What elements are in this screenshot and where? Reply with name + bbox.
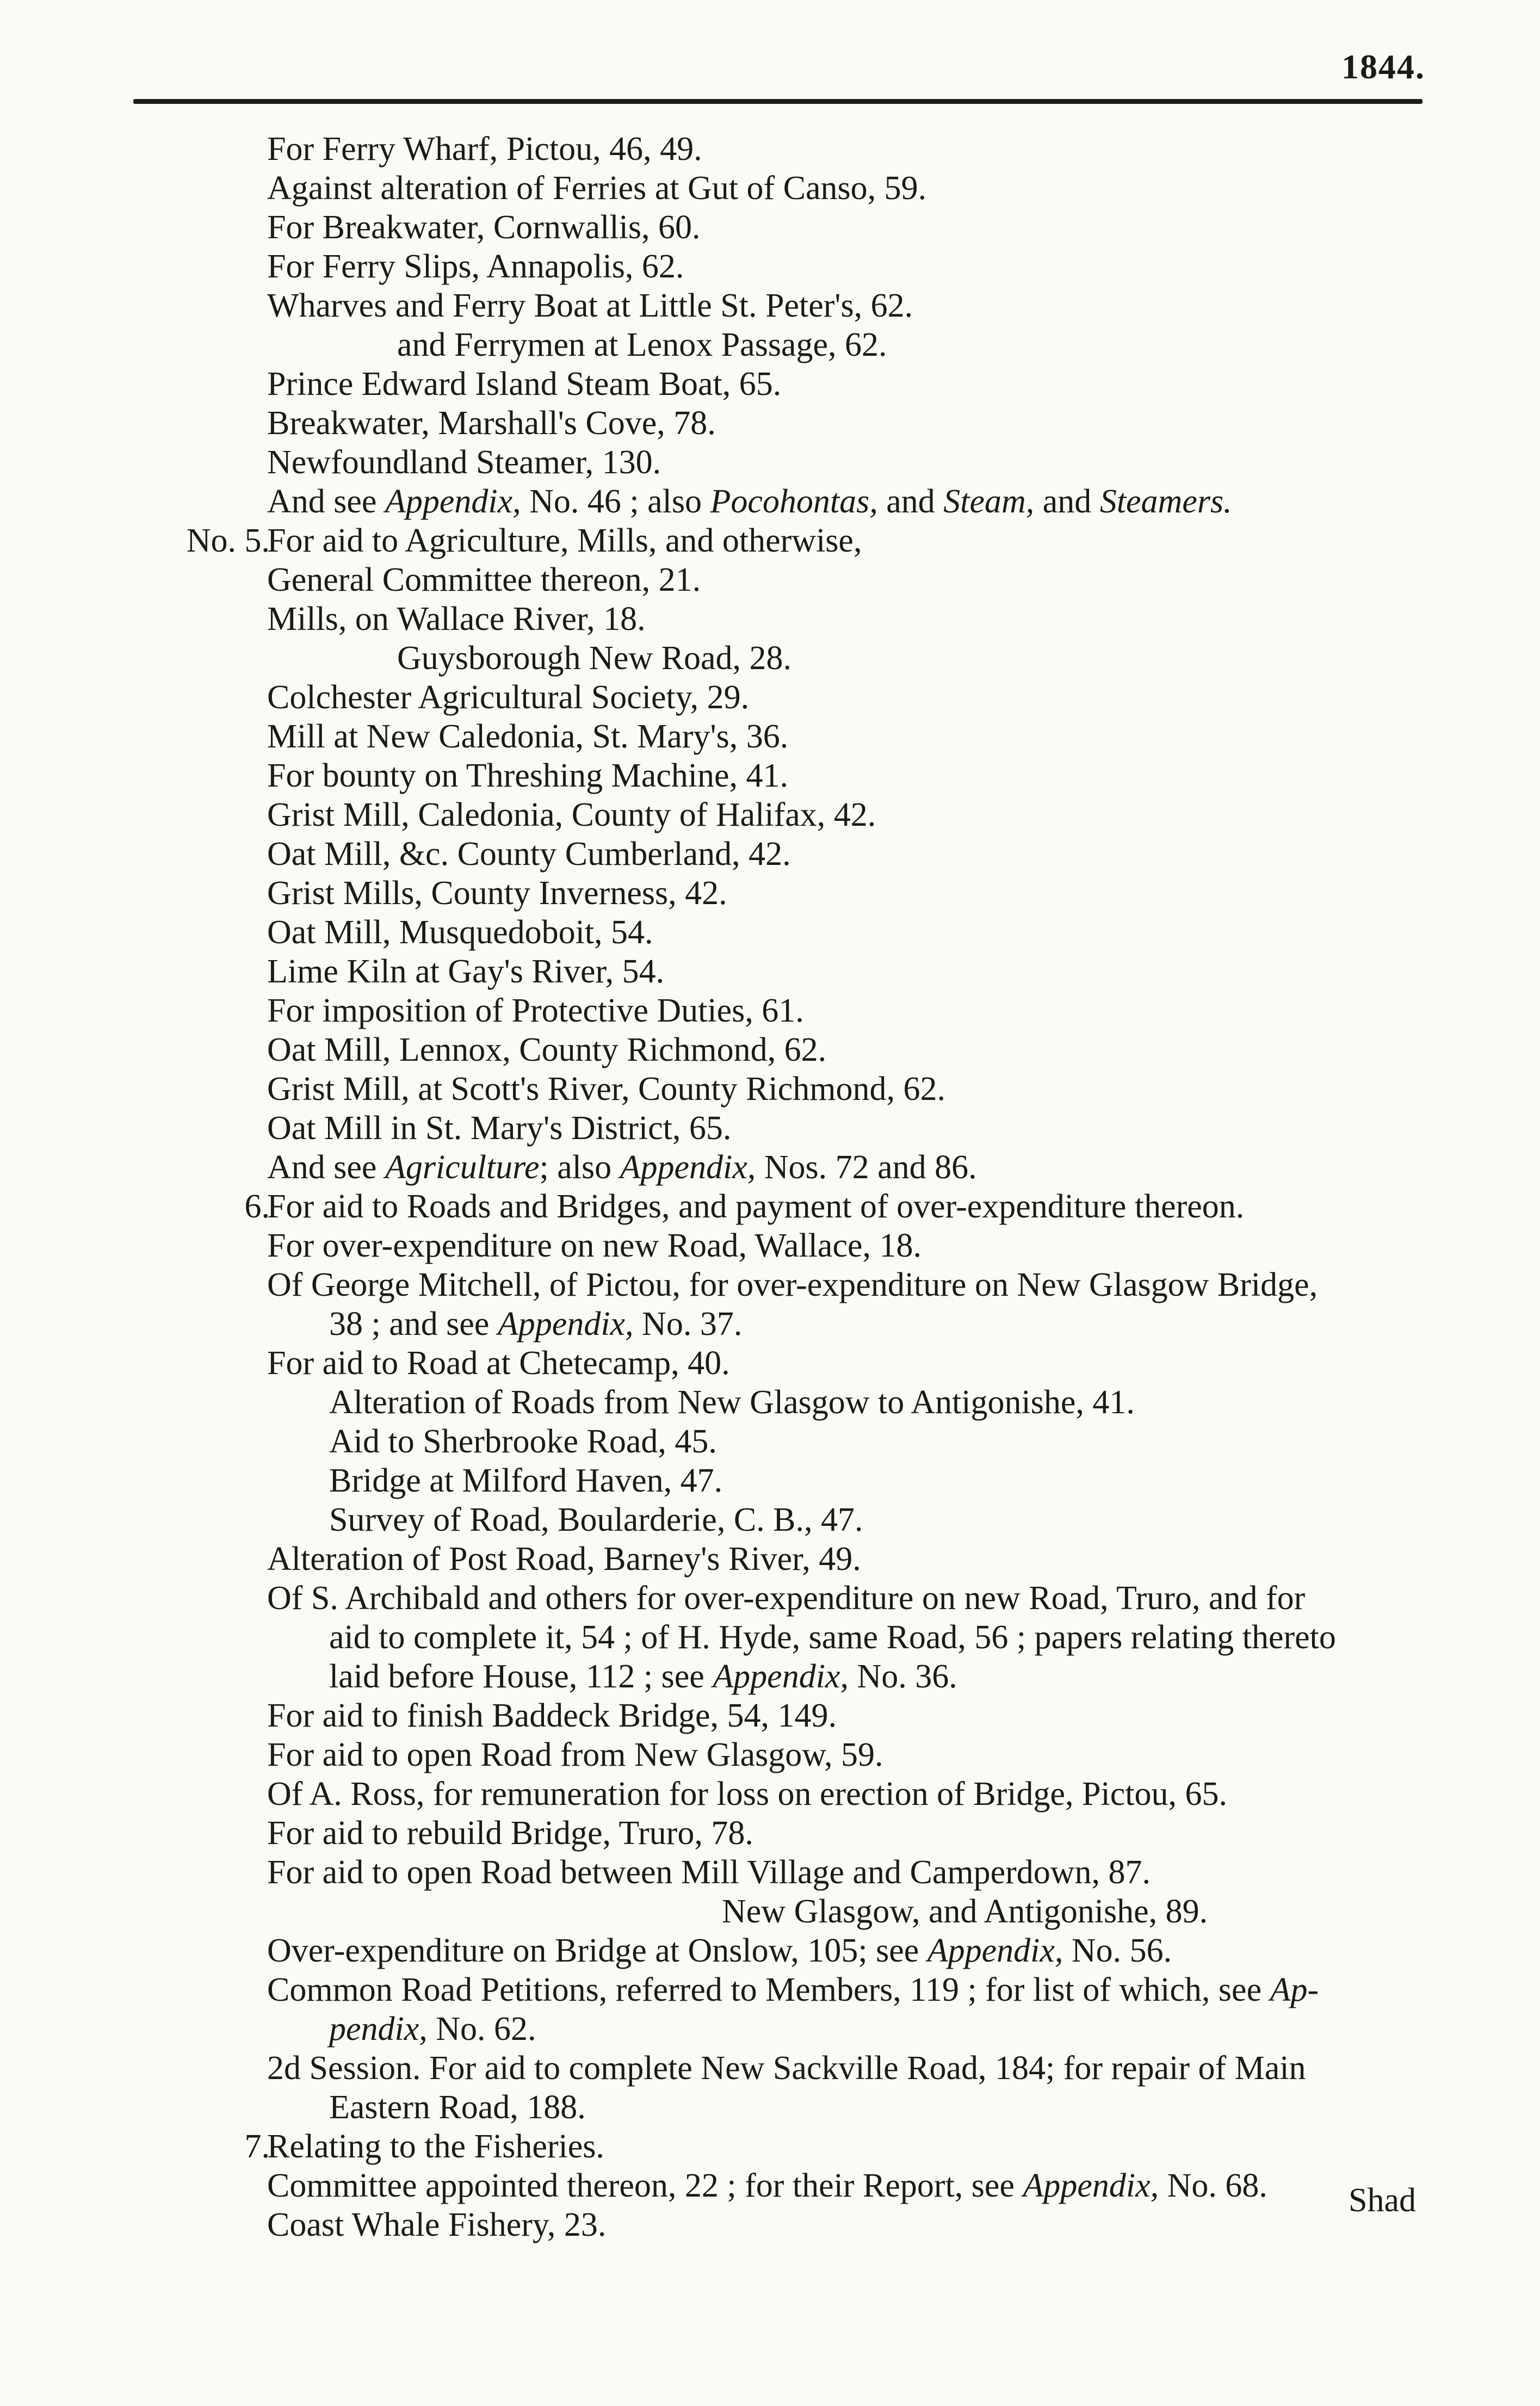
- text-run: Breakwater, Marshall's Cove, 78.: [267, 405, 716, 442]
- line-text: [267, 129, 702, 169]
- text-run: Oat Mill, &c. County Cumberland, 42.: [267, 836, 791, 873]
- italic-reference: Appendix,: [497, 1306, 634, 1343]
- text-run: Prince Edward Island Steam Boat, 65.: [267, 366, 782, 403]
- text-run: Grist Mill, at Scott's River, County Richmond, 62.: [267, 1071, 945, 1108]
- line-text: [397, 325, 887, 364]
- index-line: [0, 952, 1540, 991]
- text-run: Aid to Sherbrooke Road, 45.: [329, 1423, 717, 1460]
- text-run: Wharves and Ferry Boat at Little St. Peter's, 62.: [267, 287, 913, 324]
- index-line: [0, 1344, 1540, 1383]
- line-text: [267, 599, 646, 639]
- line-text: [267, 1579, 1305, 1618]
- text-run: No. 46 ; also: [521, 483, 710, 520]
- text-run: Bridge at Milford Haven, 47.: [329, 1462, 723, 1499]
- index-line: [0, 1657, 1540, 1696]
- text-run: For aid to Road at Chetecamp, 40.: [267, 1345, 730, 1382]
- index-line: [0, 1383, 1540, 1422]
- text-run: Of A. Ross, for remuneration for loss on erection of Bridge, Pictou, 65.: [267, 1776, 1227, 1813]
- text-run: For imposition of Protective Duties, 61.: [267, 992, 804, 1029]
- line-text: [722, 1892, 1208, 1931]
- text-run: and: [1034, 483, 1100, 520]
- line-text: [267, 404, 716, 443]
- line-text: [267, 1853, 1151, 1892]
- line-text: [267, 482, 1232, 521]
- index-line: [0, 560, 1540, 599]
- line-text: [267, 286, 913, 325]
- index-line: [0, 1696, 1540, 1735]
- line-text: [267, 834, 791, 874]
- text-run: For aid to Roads and Bridges, and payment of over-expenditure thereon.: [267, 1188, 1245, 1225]
- text-run: Mill at New Caledonia, St. Mary's, 36.: [267, 718, 789, 755]
- line-text: [267, 1148, 977, 1187]
- line-text: [267, 1187, 1244, 1226]
- index-line: [0, 834, 1540, 874]
- line-text: [267, 1265, 1318, 1304]
- line-text: [397, 639, 791, 678]
- index-line: [0, 2166, 1540, 2205]
- text-run: Grist Mills, County Inverness, 42.: [267, 875, 727, 912]
- line-text: [267, 2049, 1306, 2088]
- text-run: General Committee thereon, 21.: [267, 561, 701, 598]
- line-text: [267, 169, 926, 208]
- text-run: and: [877, 483, 944, 520]
- page-year: 1844.: [1341, 47, 1425, 86]
- line-text: [267, 991, 804, 1030]
- index-line: [0, 1774, 1540, 1814]
- line-text: [267, 1539, 861, 1579]
- index-line: [0, 1187, 1540, 1226]
- italic-reference: Ap-: [1270, 1971, 1319, 2008]
- text-run: Of George Mitchell, of Pictou, for over-expenditure on New Glasgow Bridge,: [267, 1266, 1318, 1303]
- line-text: [267, 717, 788, 756]
- entry-number: 7.: [244, 2128, 270, 2165]
- index-line: [0, 1814, 1540, 1853]
- text-run: 38 ; and see: [329, 1306, 498, 1343]
- index-line: [0, 286, 1540, 325]
- line-text: [267, 952, 664, 991]
- index-line: [0, 1422, 1540, 1461]
- text-run: For aid to Agriculture, Mills, and otherwise,: [267, 522, 862, 559]
- text-run: Oat Mill, Lennox, County Richmond, 62.: [267, 1031, 827, 1068]
- index-line: [0, 208, 1540, 247]
- index-line: [0, 756, 1540, 795]
- line-text: [267, 1344, 730, 1383]
- text-run: For Ferry Slips, Annapolis, 62.: [267, 248, 684, 285]
- line-text: [329, 1500, 863, 1539]
- line-text: [267, 1696, 837, 1735]
- index-line: [0, 913, 1540, 952]
- index-line: [0, 1618, 1540, 1657]
- index-line: [0, 1970, 1540, 2009]
- index-line: [0, 482, 1540, 521]
- text-run: And see: [267, 483, 385, 520]
- text-run: Alteration of Roads from New Glasgow to Antigonishe, 41.: [329, 1384, 1135, 1421]
- line-text: [329, 1657, 957, 1696]
- italic-reference: Appendix,: [385, 483, 521, 520]
- text-run: For Breakwater, Cornwallis, 60.: [267, 209, 701, 246]
- text-run: Grist Mill, Caledonia, County of Halifax, 42.: [267, 796, 876, 833]
- text-run: Of S. Archibald and others for over-expenditure on new Road, Truro, and for: [267, 1580, 1306, 1617]
- text-run: Committee appointed thereon, 22 ; for their Report, see: [267, 2167, 1023, 2204]
- line-text: [329, 1304, 742, 1344]
- text-run: Newfoundland Steamer, 130.: [267, 444, 661, 481]
- index-line: [0, 2205, 1540, 2244]
- entry-number: 6.: [244, 1188, 270, 1225]
- text-run: ; also: [539, 1149, 620, 1186]
- index-line: [0, 1539, 1540, 1579]
- index-line: [0, 795, 1540, 834]
- index-line: [0, 639, 1540, 678]
- text-run: Oat Mill in St. Mary's District, 65.: [267, 1110, 732, 1147]
- index-line: [0, 1853, 1540, 1892]
- index-line: [0, 2009, 1540, 2049]
- line-text: [329, 1461, 722, 1500]
- line-text: [267, 1735, 883, 1774]
- line-text: [267, 678, 749, 717]
- line-text: [267, 756, 788, 795]
- index-line: [0, 443, 1540, 482]
- text-run: Nos. 72 and 86.: [756, 1149, 977, 1186]
- line-text: [267, 1931, 1172, 1970]
- text-run: Over-expenditure on Bridge at Onslow, 105; see: [267, 1932, 927, 1969]
- index-line: [0, 247, 1540, 286]
- text-run: Common Road Petitions, referred to Members, 119 ; for list of which, see: [267, 1971, 1270, 2008]
- italic-reference: Appendix,: [713, 1658, 849, 1695]
- index-line: [0, 1735, 1540, 1774]
- index-line: [0, 991, 1540, 1030]
- index-line: [0, 2049, 1540, 2088]
- text-run: and Ferrymen at Lenox Passage, 62.: [397, 326, 887, 363]
- entry-number: No. 5.: [186, 522, 270, 559]
- text-run: For aid to open Road between Mill Village and Camperdown, 87.: [267, 1854, 1151, 1891]
- text-run: Coast Whale Fishery, 23.: [267, 2206, 607, 2243]
- italic-reference: Steam,: [943, 483, 1035, 520]
- index-line: [0, 1892, 1540, 1931]
- index-line: [0, 2127, 1540, 2166]
- text-run: 2d Session. For aid to complete New Sackville Road, 184; for repair of Main: [267, 2050, 1306, 2087]
- line-text: [267, 521, 862, 560]
- line-text: [267, 1069, 945, 1109]
- text-run: No. 62.: [427, 2011, 536, 2048]
- line-text: [329, 1383, 1135, 1422]
- line-text: [267, 1970, 1319, 2009]
- line-text: [267, 1814, 753, 1853]
- text-run: No. 37.: [633, 1306, 743, 1343]
- line-text: [267, 2166, 1267, 2205]
- index-line: [0, 717, 1540, 756]
- line-text: [267, 1774, 1227, 1814]
- line-text: [329, 2009, 536, 2049]
- text-run: For bounty on Threshing Machine, 41.: [267, 757, 789, 794]
- text-run: For aid to open Road from New Glasgow, 59.: [267, 1736, 883, 1773]
- line-text: [267, 874, 727, 913]
- italic-reference: Appendix,: [1023, 2167, 1159, 2204]
- index-line: [0, 364, 1540, 404]
- text-run: Relating to the Fisheries.: [267, 2128, 604, 2165]
- line-text: [267, 795, 876, 834]
- line-text: [267, 2127, 604, 2166]
- text-run: Mills, on Wallace River, 18.: [267, 601, 646, 638]
- text-run: For aid to finish Baddeck Bridge, 54, 149.: [267, 1697, 837, 1734]
- index-line: [0, 1109, 1540, 1148]
- line-text: [267, 1226, 921, 1265]
- italic-reference: Appendix,: [620, 1149, 756, 1186]
- text-run: For over-expenditure on new Road, Wallace, 18.: [267, 1227, 921, 1264]
- index-line: [0, 1579, 1540, 1618]
- index-line: [0, 129, 1540, 169]
- line-text: [267, 247, 684, 286]
- text-run: And see: [267, 1149, 385, 1186]
- text-run: Colchester Agricultural Society, 29.: [267, 679, 750, 716]
- line-text: [267, 208, 700, 247]
- text-run: Eastern Road, 188.: [329, 2089, 586, 2126]
- index-line: [0, 1265, 1540, 1304]
- index-line: [0, 325, 1540, 364]
- line-text: [329, 2088, 586, 2127]
- index-line: [0, 404, 1540, 443]
- line-text: [267, 2205, 606, 2244]
- line-text: [267, 913, 653, 952]
- index-line: [0, 1304, 1540, 1344]
- index-line: [0, 521, 1540, 560]
- text-run: Alteration of Post Road, Barney's River, 49.: [267, 1541, 861, 1578]
- text-run: No. 36.: [848, 1658, 957, 1695]
- index-line: [0, 1226, 1540, 1265]
- index-entries: [0, 129, 1540, 2244]
- italic-reference: pendix,: [329, 2011, 428, 2048]
- index-line: [0, 874, 1540, 913]
- index-line: [0, 1500, 1540, 1539]
- catchword: Shad: [1349, 2182, 1416, 2219]
- index-line: [0, 1069, 1540, 1109]
- italic-reference: Agriculture: [385, 1149, 540, 1186]
- text-run: No. 68.: [1159, 2167, 1267, 2204]
- text-run: laid before House, 112 ; see: [329, 1658, 713, 1695]
- line-text: [267, 443, 661, 482]
- index-line: [0, 1931, 1540, 1970]
- line-text: [267, 1109, 731, 1148]
- text-run: Survey of Road, Boularderie, C. B., 47.: [329, 1501, 863, 1538]
- line-text: [267, 1030, 826, 1069]
- index-line: [0, 169, 1540, 208]
- index-line: [0, 678, 1540, 717]
- header-rule: [133, 99, 1423, 104]
- text-run: aid to complete it, 54 ; of H. Hyde, same Road, 56 ; papers relating thereto: [329, 1619, 1336, 1656]
- text-run: Oat Mill, Musquedoboit, 54.: [267, 914, 653, 951]
- text-run: Against alteration of Ferries at Gut of Canso, 59.: [267, 170, 927, 207]
- text-run: For aid to rebuild Bridge, Truro, 78.: [267, 1815, 753, 1852]
- line-text: [329, 1422, 717, 1461]
- line-text: [267, 560, 701, 599]
- text-run: New Glasgow, and Antigonishe, 89.: [722, 1893, 1208, 1930]
- line-text: [329, 1618, 1336, 1657]
- index-line: [0, 1461, 1540, 1500]
- text-run: No. 56.: [1063, 1932, 1172, 1969]
- line-text: [267, 364, 781, 404]
- index-line: [0, 599, 1540, 639]
- text-run: Lime Kiln at Gay's River, 54.: [267, 953, 665, 990]
- italic-reference: Pocohontas,: [710, 483, 878, 520]
- index-line: [0, 2088, 1540, 2127]
- text-run: For Ferry Wharf, Pictou, 46, 49.: [267, 131, 702, 168]
- index-line: [0, 1148, 1540, 1187]
- italic-reference: Steamers.: [1099, 483, 1232, 520]
- italic-reference: Appendix,: [927, 1932, 1063, 1969]
- text-run: Guysborough New Road, 28.: [397, 640, 791, 677]
- index-line: [0, 1030, 1540, 1069]
